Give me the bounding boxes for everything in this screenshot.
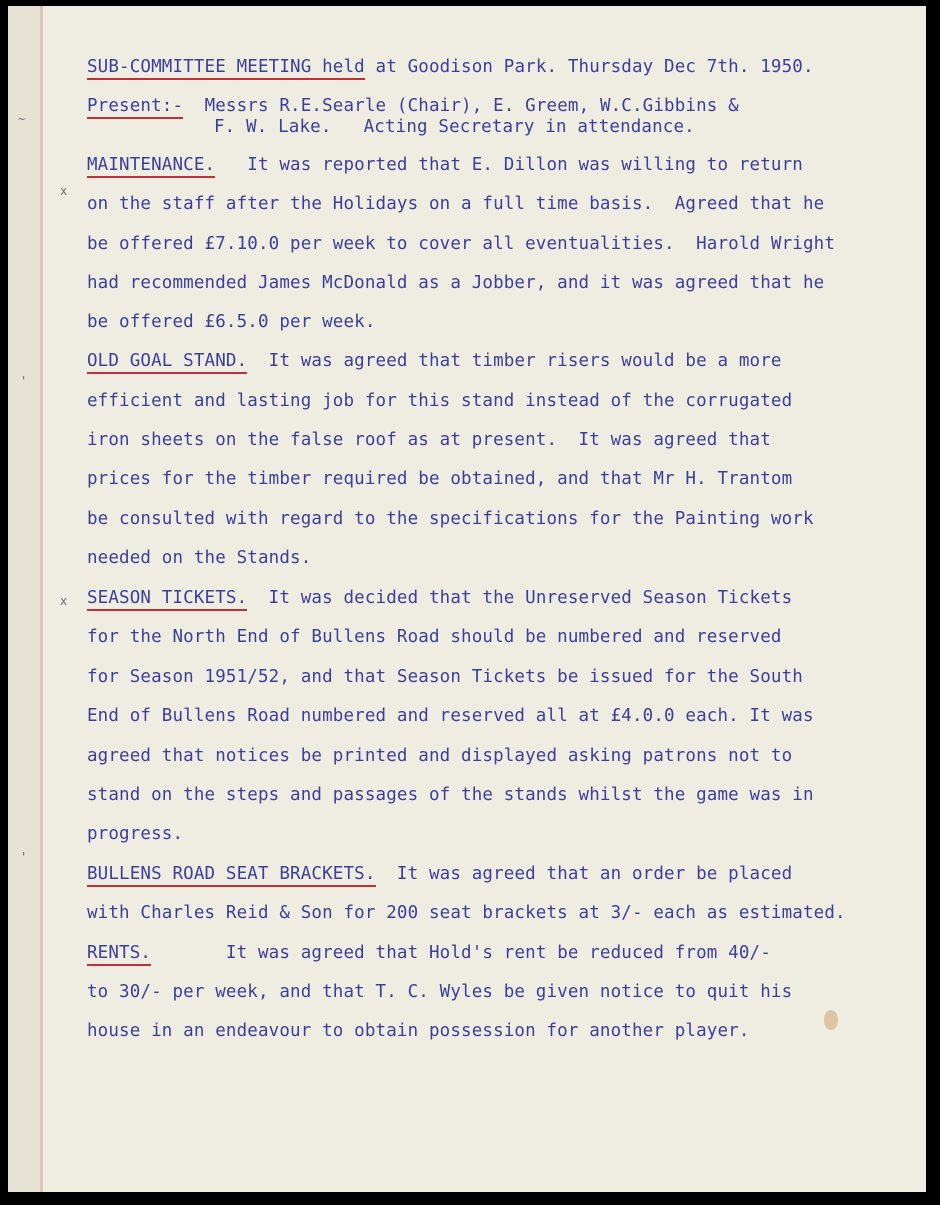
section-season-tickets-first: SEASON TICKETS. It was decided that the Unreserved Season Tickets xyxy=(87,587,792,609)
meeting-title: SUB-COMMITTEE MEETING held xyxy=(87,57,365,80)
section-rents-first: RENTS. It was agreed that Hold's rent be reduced from 40/- xyxy=(87,942,771,964)
section-line: to 30/- per week, and that T. C. Wyles be given notice to quit his xyxy=(87,982,793,1002)
section-line: End of Bullens Road numbered and reserved all at £4.0.0 each. It was xyxy=(87,706,814,726)
present-label: Present:- xyxy=(87,96,183,119)
document-page xyxy=(8,6,926,1192)
section-line: efficient and lasting job for this stand instead of the corrugated xyxy=(87,391,793,411)
section-line: stand on the steps and passages of the stands whilst the game was in xyxy=(87,785,814,805)
section-heading: OLD GOAL STAND. xyxy=(87,351,247,374)
section-line: progress. xyxy=(87,824,184,844)
present-line-1 xyxy=(87,95,739,117)
section-heading: SEASON TICKETS. xyxy=(87,588,247,611)
section-line: iron sheets on the false roof as at present. It was agreed that xyxy=(87,430,771,450)
section-line: be offered £6.5.0 per week. xyxy=(87,312,376,332)
section-line: be consulted with regard to the specifications for the Painting work xyxy=(87,509,814,529)
meeting-title-rest: at Goodison Park. Thursday Dec 7th. 1950. xyxy=(364,57,814,77)
meeting-header xyxy=(87,56,814,78)
section-heading: BULLENS ROAD SEAT BRACKETS. xyxy=(87,864,376,887)
present-names: Messrs R.E.Searle (Chair), E. Greem, W.C.Gibbins & xyxy=(204,96,739,116)
section-maintenance-first: MAINTENANCE. It was reported that E. Dillon was willing to return xyxy=(87,154,803,176)
margin-mark: x xyxy=(60,184,68,198)
section-line: house in an endeavour to obtain possession for another player. xyxy=(87,1021,750,1041)
margin-mark: ' xyxy=(20,374,28,388)
margin-mark: x xyxy=(60,594,68,608)
section-line: for the North End of Bullens Road should be numbered and reserved xyxy=(87,627,782,647)
section-seat-brackets-first: BULLENS ROAD SEAT BRACKETS. It was agreed that an order be placed xyxy=(87,863,792,885)
section-line: for Season 1951/52, and that Season Tickets be issued for the South xyxy=(87,667,803,687)
section-line: be offered £7.10.0 per week to cover all eventualities. Harold Wright xyxy=(87,234,836,254)
section-heading: MAINTENANCE. xyxy=(87,155,215,178)
margin-mark: ' xyxy=(20,850,28,864)
section-line: with Charles Reid & Son for 200 seat brackets at 3/- each as estimated. xyxy=(87,903,846,923)
section-heading: RENTS. xyxy=(87,943,151,966)
section-old-goal-stand-first: OLD GOAL STAND. It was agreed that timber risers would be a more xyxy=(87,350,782,372)
present-line-2: F. W. Lake. Acting Secretary in attendance. xyxy=(214,117,695,137)
section-line: had recommended James McDonald as a Jobber, and it was agreed that he xyxy=(87,273,825,293)
margin-mark: ~ xyxy=(18,112,26,126)
typed-minutes xyxy=(8,6,926,1192)
section-line: on the staff after the Holidays on a full time basis. Agreed that he xyxy=(87,194,825,214)
section-line: agreed that notices be printed and displayed asking patrons not to xyxy=(87,746,793,766)
section-line: prices for the timber required be obtained, and that Mr H. Trantom xyxy=(87,469,793,489)
section-line: needed on the Stands. xyxy=(87,548,312,568)
